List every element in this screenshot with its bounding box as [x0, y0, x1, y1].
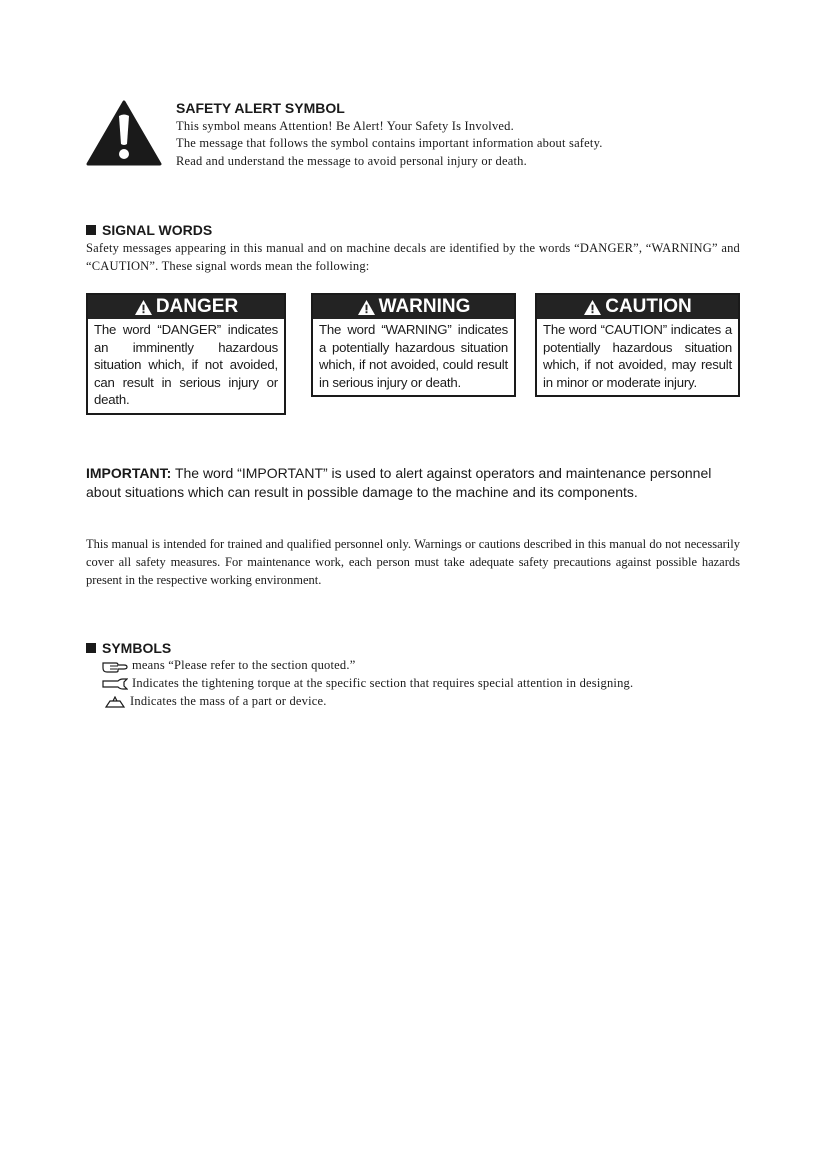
danger-text: The word “DANGER” indicates an imminently hazardous situation which, if not avoided, can result in serious injury or death. [94, 322, 278, 408]
warning-text: The word “WARNING” indicates a potentially hazardous situation which, if not avoided, could result in serious injury or death. [319, 322, 508, 390]
symbol-refer-text: means “Please refer to the section quoted.” [132, 658, 356, 672]
symbols-heading [86, 640, 171, 656]
safety-alert-title: SAFETY ALERT SYMBOL [176, 100, 345, 116]
pointing-hand-icon [102, 659, 128, 673]
danger-label: DANGER [155, 296, 239, 317]
square-bullet-icon [86, 643, 96, 653]
signal-words-intro: Safety messages appearing in this manual and on machine decals are identified by the words “DANGER”, “WARNING” and “CAUTION”. These signal words mean the following: [86, 241, 740, 273]
symbol-torque-text: Indicates the tightening torque at the specific section that requires special attention in designing. [132, 676, 634, 690]
safety-alert-line-2: The message that follows the symbol contains important information about safety. [176, 136, 603, 150]
weight-scale-icon [104, 696, 126, 708]
warning-triangle-icon [357, 299, 376, 316]
symbol-item-refer [102, 658, 355, 673]
important-text: The word “IMPORTANT” is used to alert against operators and maintenance personnel about situations which can result in possible damage to the machine and its components. [86, 465, 712, 500]
safety-alert-triangle-icon [86, 100, 162, 166]
warning-triangle-icon [134, 299, 153, 316]
warning-label: WARNING [378, 296, 471, 317]
danger-box [86, 293, 286, 415]
danger-header [88, 295, 284, 319]
symbols-heading-text: SYMBOLS [102, 640, 172, 656]
safety-alert-line-1: This symbol means Attention! Be Alert! Your Safety Is Involved. [176, 119, 514, 133]
important-label: IMPORTANT: [86, 465, 172, 481]
warning-header [313, 295, 514, 319]
caution-label: CAUTION [605, 296, 692, 317]
warning-triangle-icon [583, 299, 602, 316]
symbol-mass-text: Indicates the mass of a part or device. [130, 694, 327, 708]
warning-box [311, 293, 516, 397]
signal-words-heading-text: SIGNAL WORDS [102, 222, 213, 238]
caution-box [535, 293, 740, 397]
signal-words-heading [86, 222, 212, 238]
important-paragraph [86, 464, 746, 502]
wrench-icon [102, 678, 128, 690]
safety-alert-line-3: Read and understand the message to avoid personal injury or death. [176, 154, 527, 168]
square-bullet-icon [86, 225, 96, 235]
symbol-item-torque [102, 676, 633, 691]
caution-header [537, 295, 738, 319]
disclaimer-paragraph: This manual is intended for trained and qualified personnel only. Warnings or cautions described in this manual do not necessarily cover all safety measures. For maintenance work, each person must take adequate safety precautions against possible hazards present in the respective working environment. [86, 537, 740, 587]
caution-text: The word “CAUTION” indicates a potentially hazardous situation which, if not avoided, may result in minor or moderate injury. [543, 322, 732, 390]
symbol-item-mass [104, 694, 327, 709]
